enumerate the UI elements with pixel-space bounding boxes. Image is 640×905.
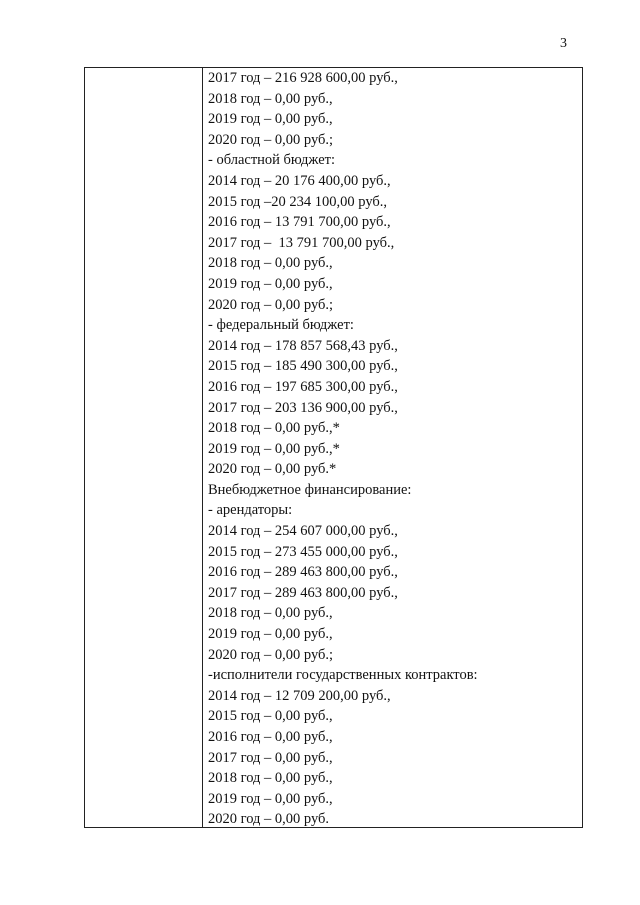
funding-line: 2017 год – 289 463 800,00 руб., <box>208 584 398 601</box>
funding-line: 2017 год – 0,00 руб., <box>208 749 333 766</box>
funding-line: 2014 год – 254 607 000,00 руб., <box>208 523 398 540</box>
funding-line: 2015 год –20 234 100,00 руб., <box>208 193 388 210</box>
funding-line: 2020 год – 0,00 руб.; <box>208 131 334 148</box>
funding-table <box>84 67 583 828</box>
funding-line: 2019 год – 0,00 руб., <box>208 626 333 643</box>
funding-line: 2019 год – 0,00 руб.,* <box>208 440 340 457</box>
funding-line: 2018 год – 0,00 руб.,* <box>208 420 340 437</box>
funding-line: 2017 год – 216 928 600,00 руб., <box>208 70 398 86</box>
funding-line: 2018 год – 0,00 руб., <box>208 605 333 622</box>
funding-line: 2016 год – 13 791 700,00 руб., <box>208 214 391 231</box>
funding-line: 2016 год – 0,00 руб., <box>208 729 333 745</box>
funding-line: 2017 год – 13 791 700,00 руб., <box>208 234 395 251</box>
funding-line: - областной бюджет: <box>208 152 336 169</box>
funding-line: Внебюджетное финансирование: <box>208 481 412 498</box>
funding-line: 2018 год – 0,00 руб., <box>208 770 333 787</box>
funding-line: 2014 год – 178 857 568,43 руб., <box>208 337 398 354</box>
funding-line: 2016 год – 197 685 300,00 руб., <box>208 378 398 395</box>
funding-line: 2019 год – 0,00 руб., <box>208 275 333 292</box>
funding-line: 2020 год – 0,00 руб.; <box>208 646 334 663</box>
funding-line: - федеральный бюджет: <box>208 317 354 334</box>
funding-line: 2020 год – 0,00 руб.; <box>208 296 334 313</box>
funding-line: 2019 год – 0,00 руб., <box>208 790 333 807</box>
funding-line: 2015 год – 273 455 000,00 руб., <box>208 543 398 560</box>
page-number: 3 <box>560 36 567 51</box>
table-right-column <box>203 68 582 827</box>
funding-line: 2015 год – 0,00 руб., <box>208 708 333 725</box>
funding-line: 2017 год – 203 136 900,00 руб., <box>208 399 398 416</box>
funding-line: 2020 год – 0,00 руб.* <box>208 461 337 478</box>
table-left-column <box>85 68 203 827</box>
funding-line: 2018 год – 0,00 руб., <box>208 255 333 272</box>
funding-line: 2014 год – 20 176 400,00 руб., <box>208 172 391 189</box>
funding-line: -исполнители государственных контрактов: <box>208 667 478 684</box>
funding-line: 2015 год – 185 490 300,00 руб., <box>208 358 398 375</box>
funding-line: 2019 год – 0,00 руб., <box>208 111 333 128</box>
funding-line: 2018 год – 0,00 руб., <box>208 90 333 107</box>
funding-lines-list <box>208 68 582 830</box>
funding-line: 2020 год – 0,00 руб. <box>208 811 330 828</box>
funding-line: - арендаторы: <box>208 502 293 519</box>
funding-line: 2016 год – 289 463 800,00 руб., <box>208 564 398 581</box>
funding-line: 2014 год – 12 709 200,00 руб., <box>208 687 391 704</box>
